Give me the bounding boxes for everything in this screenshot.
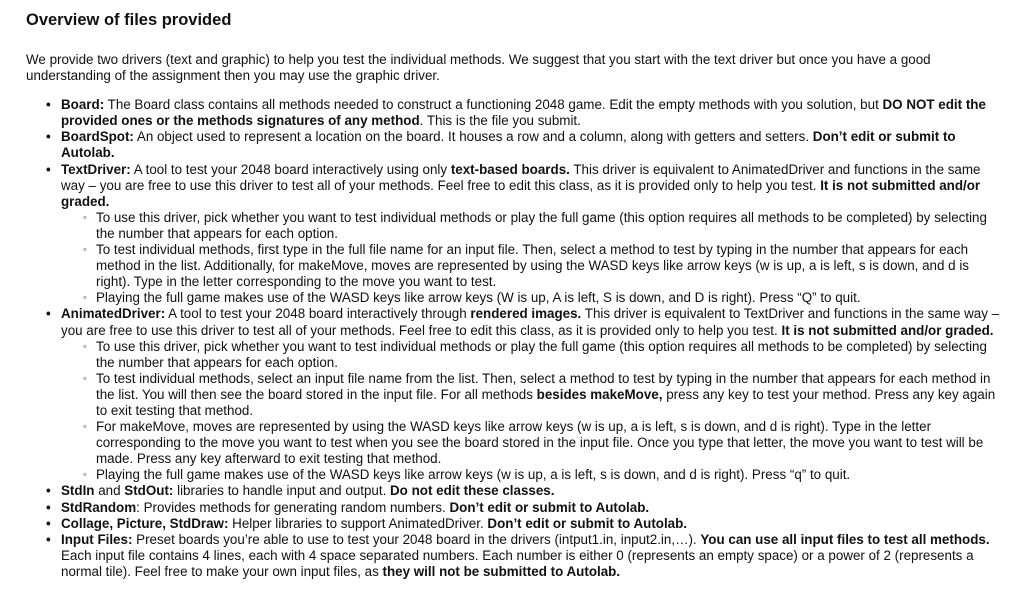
animateddriver-sublist [61,339,1006,484]
list-item-textdriver: • TextDriver: A tool to test your 2048 board interactively using only text-based boards. This driver is equivalent to AnimatedDriver and functions in the same way – you are free to use this driver to test all of your methods. Feel free to edit this class, as it is provided only to help you test. It is not submitted and/or graded. ◦ To use this driver, pick whether you want to test individual methods or play the full game (this option requires all methods to be completed) by selecting the number that appears for each option. ◦ To test individual methods, first type in the full file name for an input file. Then, select a method to test by typing in the number that appears for each method in the list. Additionally, for makeMove, moves are represented by using the WASD keys like arrow keys (w is up, a is left, s is down, and d is right). Type in the letter corresponding to the move you want to test. ◦ Playing the full game makes use of the WASD keys like arrow keys (W is up, A is left, S is down, and D is right). Press “Q” to quit. [26,162,1006,307]
sub-item: ◦ To use this driver, pick whether you want to test individual methods or play the full game (this option requires all methods to be completed) by selecting the number that appears for each option. [61,339,1006,371]
item-name: BoardSpot: [61,129,134,145]
list-item-boardspot: • BoardSpot: An object used to represent a location on the board. It houses a row and a column, along with getters and setters. Don’t edit or submit to Autolab. [26,129,1006,161]
list-item-inputfiles: • Input Files: Preset boards you’re able to use to test your 2048 board in the drivers (intput1.in, input2.in,…). You can use all input files to test all methods. Each input file contains 4 lines, each with 4 space separated numbers. Each number is either 0 (represents an empty space) or a power of 2 (represents a normal tile). Feel free to make your own input files, as they will not be submitted to Autolab. [26,532,1006,580]
list-item-stdrandom: • StdRandom: Provides methods for generating random numbers. Don’t edit or submit to Autolab. [26,500,1006,516]
textdriver-sublist [61,210,1006,307]
item-name: AnimatedDriver: [61,306,166,322]
sub-item: ◦ To test individual methods, first type in the full file name for an input file. Then, select a method to test by typing in the number that appears for each method in the list. Additionally, for makeMove, moves are represented by using the WASD keys like arrow keys (w is up, a is left, s is down, and d is right). Type in the letter corresponding to the move you want to test. [61,242,1006,290]
sub-item: ◦ To test individual methods, select an input file name from the list. Then, select a method to test by typing in the number that appears for each method in the list. You will then see the board stored in the input file. For all methods besides makeMove, press any key to test your method. Press any key again to exit testing that method. [61,371,1006,419]
list-item-stdio: • StdIn and StdOut: libraries to handle input and output. Do not edit these classes. [26,483,1006,499]
sub-item: ◦ For makeMove, moves are represented by using the WASD keys like arrow keys (w is up, a is left, s is down, and d is right). Type in the letter corresponding to the move you want to test when you see the board stored in the input file. Once you type that letter, the move you want to test will be made. Press any key afterward to exit testing that method. [61,419,1006,467]
file-list [26,97,1006,580]
intro-paragraph: We provide two drivers (text and graphic) to help you test the individual methods. We suggest that you start with the text driver but once you have a good understanding of the assignment then you may use the graphic driver. [26,52,931,84]
item-name: TextDriver: [61,161,131,177]
list-item-collage: • Collage, Picture, StdDraw: Helper libraries to support AnimatedDriver. Don’t edit or submit to Autolab. [26,516,1006,532]
list-item-board: • Board: The Board class contains all methods needed to construct a functioning 2048 game. Edit the empty methods with you solution, but DO NOT edit the provided ones or the methods signatures of any method. This is the file you submit. [26,97,1006,129]
item-name: Collage, Picture, StdDraw: [61,515,229,531]
item-name: Input Files: [61,531,133,547]
list-item-animateddriver: • AnimatedDriver: A tool to test your 2048 board interactively through rendered images. This driver is equivalent to TextDriver and functions in the same way – you are free to use this driver to test all of your methods. Feel free to edit this class, as it is provided only to help you test. It is not submitted and/or graded. ◦ To use this driver, pick whether you want to test individual methods or play the full game (this option requires all methods to be completed) by selecting the number that appears for each option. ◦ To test individual methods, select an input file name from the list. Then, select a method to test by typing in the number that appears for each method in the list. You will then see the board stored in the input file. For all methods besides makeMove, press any key to test your method. Press any key again to exit testing that method. ◦ For makeMove, moves are represented by using the WASD keys like arrow keys (w is up, a is left, s is down, and d is right). Type in the letter corresponding to the move you want to test when you see the board stored in the input file. Once you type that letter, the move you want to test will be made. Press any key afterward to exit testing that method. ◦ Playing the full game makes use of the WASD keys like arrow keys (w is up, a is left, s is down, and d is right). Press “q” to quit. [26,306,1006,483]
document [26,10,1006,580]
sub-item: ◦ To use this driver, pick whether you want to test individual methods or play the full game (this option requires all methods to be completed) by selecting the number that appears for each option. [61,210,1006,242]
item-name: StdIn [61,483,95,499]
page-title: Overview of files provided [26,11,232,29]
item-name: Board: [61,97,105,113]
item-name: StdRandom [61,499,137,515]
sub-item: ◦ Playing the full game makes use of the WASD keys like arrow keys (W is up, A is left, S is down, and D is right). Press “Q” to quit. [61,290,1006,306]
sub-item: ◦ Playing the full game makes use of the WASD keys like arrow keys (w is up, a is left, s is down, and d is right). Press “q” to quit. [61,467,1006,483]
